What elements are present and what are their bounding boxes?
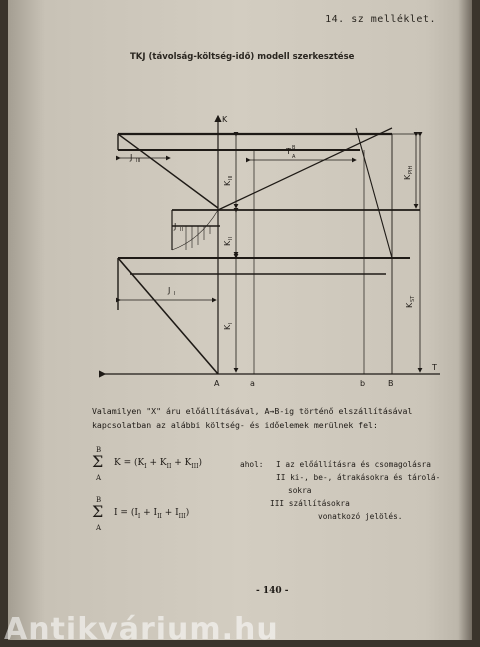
j2-sub: II [180, 227, 183, 233]
point-B-label: B [388, 379, 394, 388]
t-axis-label: T [432, 363, 437, 372]
sum1-bottom: A [96, 474, 102, 482]
j1-label: J [168, 286, 171, 295]
k3-sub: III [228, 175, 234, 180]
sum2-top: B [96, 496, 102, 504]
k2-label: K [223, 240, 232, 246]
k3-label: K [223, 180, 232, 186]
j1-sub: I [174, 291, 176, 297]
sum1-sigma: Σ [92, 452, 104, 471]
note-2: II ki-, be-, átrakásokra és tárolá- [276, 473, 441, 482]
k1-label: K [223, 324, 232, 330]
note-5: vonatkozó jelölés. [318, 512, 403, 521]
formula-i: $I = (I_I + I_{II} + I_{III})$ [114, 508, 190, 520]
ahol-label: ahol: [240, 460, 264, 469]
watermark: Antikvárium.hu [4, 612, 279, 647]
j3-sub: III [136, 158, 141, 164]
formula-k: $K = (K_I + K_{II} + K_{III})$ [114, 458, 203, 470]
note-3: sokra [288, 486, 312, 495]
point-b-label: b [360, 379, 366, 388]
k2-sub: II [228, 237, 234, 240]
j3-label: J [130, 153, 133, 162]
sum2-bottom: A [96, 524, 102, 532]
upper-right-diagonal [356, 128, 392, 258]
kst-sub: ST [410, 295, 416, 302]
k-axis-label: K [222, 115, 228, 124]
figure-title: TKJ (távolság-költség-idő) modell szerkesztése [130, 52, 355, 62]
kpih-label: K [403, 174, 412, 180]
sum2-sigma: Σ [92, 502, 104, 521]
note-1: I az előállításra és csomagolásra [276, 460, 431, 469]
ta-sub: A [292, 154, 296, 160]
ta-label: T [286, 147, 291, 156]
sum1-top: B [96, 446, 102, 454]
note-4: III szállításokra [270, 499, 350, 508]
j3-diagonal [118, 134, 218, 208]
page-number: - 140 - [256, 586, 289, 596]
j1-diagonal [118, 258, 218, 374]
main-diagonal [218, 128, 392, 210]
annex-label: 14. sz melléklet. [325, 14, 436, 25]
j2-label: J [174, 222, 177, 231]
point-A-label: A [214, 379, 220, 388]
k1-sub: I [228, 322, 234, 324]
j2-hatch [172, 210, 218, 250]
body-paragraph: Valamilyen "X" áru előállításával, A→B-ig történő elszállításával kapcsolatban az alábbi költség- és időelemek merülnek fel: [92, 406, 413, 430]
kpih-sub: PIH [408, 165, 414, 174]
ta-sup: B [292, 145, 296, 151]
point-a-label: a [250, 379, 255, 388]
kst-label: K [405, 302, 414, 308]
